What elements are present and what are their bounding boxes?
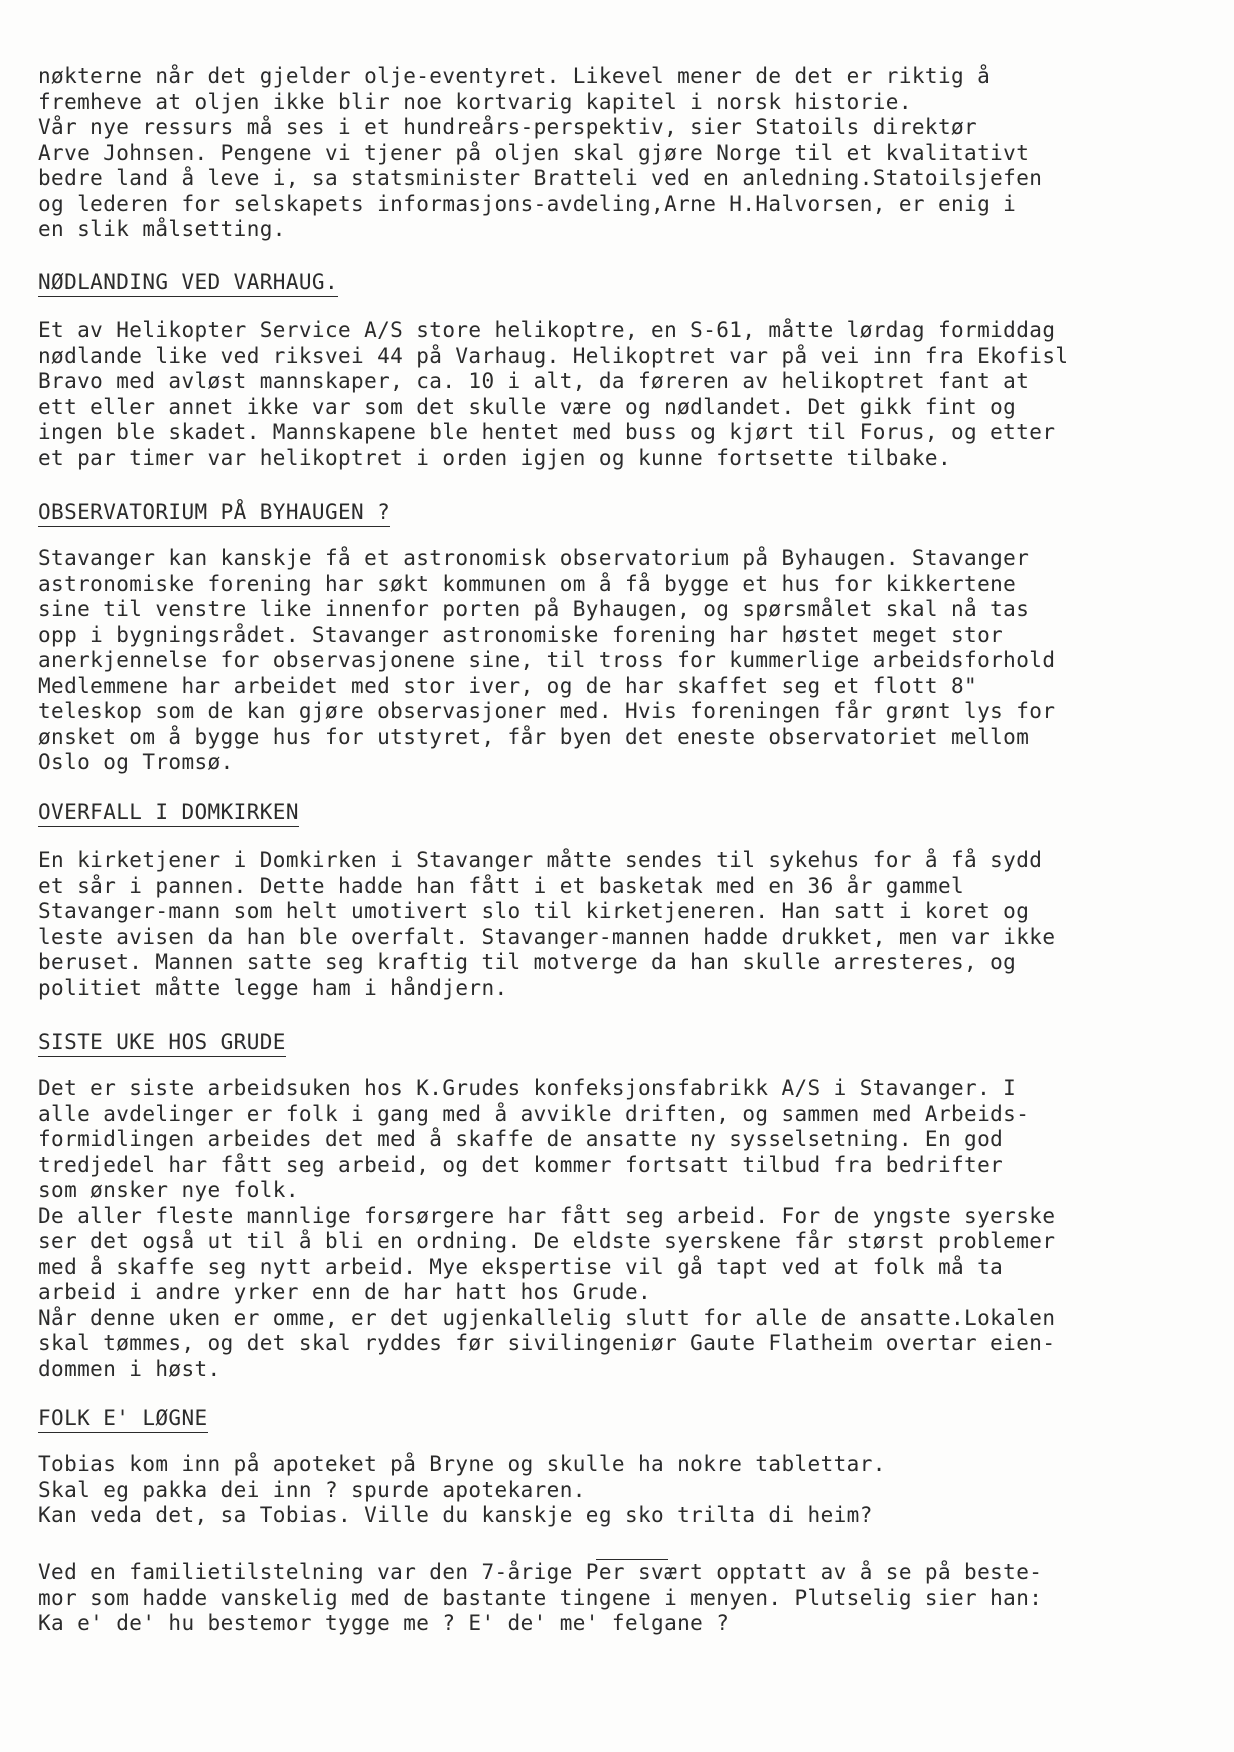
text-line: En kirketjener i Domkirken i Stavanger måtte sendes til sykehus for å få sydd — [38, 848, 1043, 872]
text-line: Oslo og Tromsø. — [38, 750, 234, 774]
text-line: alle avdelinger er folk i gang med å avvikle driften, og sammen med Arbeids- — [38, 1101, 1030, 1126]
text-line: med å skaffe seg nytt arbeid. Mye ekspertise vil gå tapt ved at folk må ta — [38, 1254, 1004, 1279]
text-line: Et av Helikopter Service A/S store helikoptre, en S-61, måtte lørdag formiddag — [38, 318, 1056, 342]
text-line: som ønsker nye folk. — [38, 1178, 299, 1202]
text-line: Det er siste arbeidsuken hos K.Grudes konfeksjonsfabrikk A/S i Stavanger. I — [38, 1076, 1017, 1100]
text-line: Ved en familietilstelning var den 7-årige Per svært opptatt av å se på beste- — [38, 1560, 1043, 1584]
article-paragraph — [38, 318, 1218, 471]
text-line: et par timer var helikoptret i orden igjen og kunne fortsette tilbake. — [38, 445, 952, 470]
intro-paragraph — [38, 64, 1218, 243]
text-line: Skal eg pakka dei inn ? spurde apotekaren. — [38, 1477, 586, 1502]
text-line: arbeid i andre yrker enn de har hatt hos Grude. — [38, 1280, 652, 1304]
text-line: dommen i høst. — [38, 1356, 221, 1381]
text-line: politiet måtte legge ham i håndjern. — [38, 975, 508, 1000]
text-line: Stavanger-mann som helt umotivert slo til kirketjeneren. Han satt i koret og — [38, 899, 1030, 923]
text-line: mor som hadde vanskelig med de bastante tingene i menyen. Plutselig sier han: — [38, 1585, 1043, 1610]
text-line: De aller fleste mannlige forsørgere har fått seg arbeid. For de yngste syerske — [38, 1203, 1056, 1228]
text-line: beruset. Mannen satte seg kraftig til motverge da han skulle arresteres, og — [38, 950, 1017, 974]
section-heading: OBSERVATORIUM PÅ BYHAUGEN ? — [38, 500, 390, 527]
text-line: Stavanger kan kanskje få et astronomisk observatorium på Byhaugen. Stavanger — [38, 546, 1030, 570]
text-line: Vår nye ressurs må ses i et hundreårs-perspektiv, sier Statoils direktør — [38, 115, 978, 139]
text-line: skal tømmes, og det skal ryddes før sivilingeniør Gaute Flatheim overtar eien- — [38, 1331, 1056, 1355]
text-line: Arve Johnsen. Pengene vi tjener på oljen skal gjøre Norge til et kvalitativt — [38, 140, 1030, 165]
text-line: bedre land å leve i, sa statsminister Bratteli ved en anledning.Statoilsjefen — [38, 166, 1043, 190]
anecdote-paragraph — [38, 1452, 1218, 1529]
text-line: nødlande like ved riksvei 44 på Varhaug. Helikoptret var på vei inn fra Ekofisl — [38, 343, 1069, 368]
text-line: formidlingen arbeides det med å skaffe de ansatte ny sysselsetning. En god — [38, 1127, 1004, 1151]
text-line: Kan veda det, sa Tobias. Ville du kanskje eg sko trilta di heim? — [38, 1503, 873, 1527]
article-paragraph — [38, 1076, 1218, 1382]
text-line: leste avisen da han ble overfalt. Stavanger-mannen hadde drukket, men var ikke — [38, 924, 1056, 949]
section-heading: NØDLANDING VED VARHAUG. — [38, 270, 338, 297]
text-line: Ka e' de' hu bestemor tygge me ? E' de' me' felgane ? — [38, 1611, 730, 1635]
text-line: Medlemmene har arbeidet med stor iver, og de har skaffet seg et flott 8" — [38, 673, 978, 698]
text-line: ser det også ut til å bli en ordning. De eldste syerskene får størst problemer — [38, 1229, 1056, 1253]
text-line: ett eller annet ikke var som det skulle være og nødlandet. Det gikk fint og — [38, 394, 1017, 419]
text-line: fremheve at oljen ikke blir noe kortvarig kapitel i norsk historie. — [38, 89, 912, 114]
text-line: Tobias kom inn på apoteket på Bryne og skulle ha nokre tablettar. — [38, 1452, 886, 1476]
text-line: astronomiske forening har søkt kommunen om å få bygge et hus for kikkertene — [38, 571, 1017, 596]
section-heading: OVERFALL I DOMKIRKEN — [38, 800, 299, 827]
text-line: nøkterne når det gjelder olje-eventyret. Likevel mener de det er riktig å — [38, 64, 991, 88]
text-line: opp i bygningsrådet. Stavanger astronomiske forening har høstet meget stor — [38, 622, 1004, 647]
text-line: sine til venstre like innenfor porten på Byhaugen, og spørsmålet skal nå tas — [38, 597, 1030, 621]
text-line: ønsket om å bygge hus for utstyret, får byen det eneste observatoriet mellom — [38, 724, 1030, 749]
article-paragraph — [38, 546, 1218, 776]
text-line: og lederen for selskapets informasjons-avdeling,Arne H.Halvorsen, er enig i — [38, 191, 1017, 216]
section-heading: SISTE UKE HOS GRUDE — [38, 1030, 286, 1057]
text-line: tredjedel har fått seg arbeid, og det kommer fortsatt tilbud fra bedrifter — [38, 1152, 1004, 1177]
text-line: anerkjennelse for observasjonene sine, til tross for kummerlige arbeidsforhold — [38, 648, 1056, 672]
section-heading: FOLK E' LØGNE — [38, 1406, 208, 1433]
text-line: ingen ble skadet. Mannskapene ble hentet med buss og kjørt til Forus, og etter — [38, 420, 1056, 444]
article-paragraph — [38, 848, 1218, 1001]
text-line: teleskop som de kan gjøre observasjoner med. Hvis foreningen får grønt lys for — [38, 699, 1056, 723]
text-line: Bravo med avløst mannskaper, ca. 10 i alt, da føreren av helikoptret fant at — [38, 369, 1030, 393]
anecdote-paragraph — [38, 1560, 1218, 1637]
text-line: et sår i pannen. Dette hadde han fått i et basketak med en 36 år gammel — [38, 873, 965, 898]
text-line: en slik målsetting. — [38, 217, 286, 241]
text-line: Når denne uken er omme, er det ugjenkallelig slutt for alle de ansatte.Lokalen — [38, 1305, 1056, 1330]
